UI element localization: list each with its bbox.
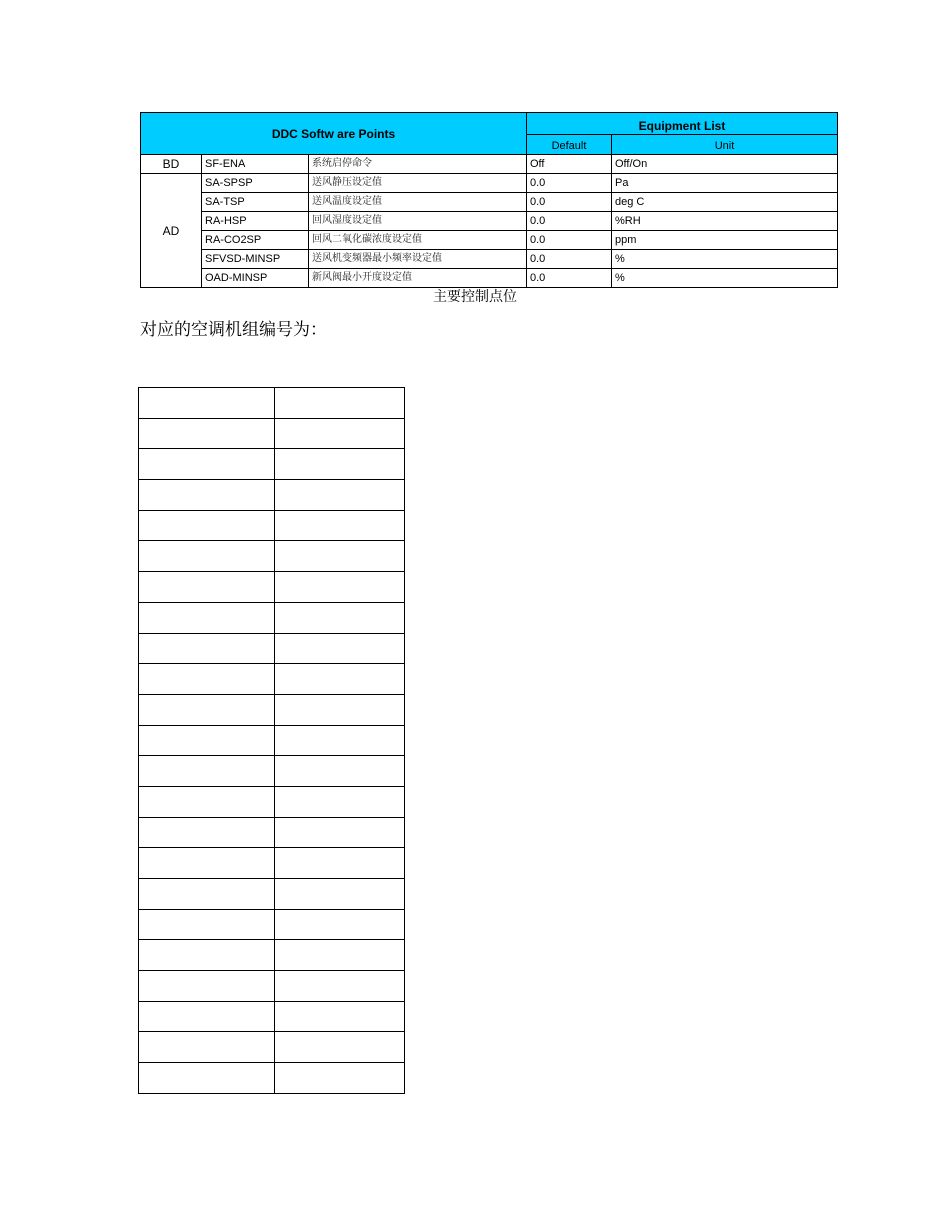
unit-table-row (139, 1001, 405, 1032)
unit-table-row (139, 725, 405, 756)
unit-table-cell (139, 633, 275, 664)
unit-table-cell (139, 848, 275, 879)
unit-table-cell (139, 694, 275, 725)
unit-table-row (139, 510, 405, 541)
point-name: RA-HSP (202, 212, 309, 231)
unit-table-row (139, 664, 405, 695)
unit-table-cell (139, 664, 275, 695)
unit-table-cell (275, 1032, 405, 1063)
point-default: 0.0 (527, 231, 612, 250)
points-row (141, 155, 838, 174)
point-default: 0.0 (527, 250, 612, 269)
point-unit: %RH (612, 212, 838, 231)
unit-table-cell (275, 388, 405, 419)
point-unit: % (612, 269, 838, 288)
point-name: RA-CO2SP (202, 231, 309, 250)
unit-table-row (139, 541, 405, 572)
unit-table-row (139, 940, 405, 971)
unit-table-cell (139, 756, 275, 787)
unit-table-row (139, 480, 405, 511)
unit-table-cell (139, 602, 275, 633)
unit-table-row (139, 633, 405, 664)
unit-table-cell (275, 449, 405, 480)
point-name: SA-SPSP (202, 174, 309, 193)
unit-table-row (139, 879, 405, 910)
points-row (141, 250, 838, 269)
point-default: 0.0 (527, 193, 612, 212)
unit-table-cell (139, 909, 275, 940)
unit-table-cell (139, 572, 275, 603)
point-description: 回风二氧化碳浓度设定值 (309, 231, 527, 250)
point-name: SA-TSP (202, 193, 309, 212)
ddc-points-table (140, 112, 838, 288)
unit-table-cell (139, 418, 275, 449)
unit-table-cell (275, 786, 405, 817)
unit-table-cell (275, 664, 405, 695)
unit-table-cell (275, 725, 405, 756)
unit-table-row (139, 694, 405, 725)
points-row (141, 269, 838, 288)
unit-table-cell (275, 541, 405, 572)
unit-table-cell (139, 879, 275, 910)
unit-table-row (139, 848, 405, 879)
unit-table-cell (275, 756, 405, 787)
unit-table-cell (139, 786, 275, 817)
point-description: 送风温度设定值 (309, 193, 527, 212)
unit-table-cell (275, 602, 405, 633)
unit-table-row (139, 909, 405, 940)
point-unit: Pa (612, 174, 838, 193)
unit-table-row (139, 449, 405, 480)
unit-table-row (139, 1063, 405, 1094)
unit-table-row (139, 572, 405, 603)
unit-table-cell (275, 879, 405, 910)
group-label: BD (141, 155, 202, 174)
unit-table-cell (275, 940, 405, 971)
point-default: 0.0 (527, 174, 612, 193)
unit-table-row (139, 817, 405, 848)
unit-table-cell (275, 418, 405, 449)
intro-text: 对应的空调机组编号为： (140, 320, 327, 340)
unit-table-row (139, 1032, 405, 1063)
unit-table-cell (139, 449, 275, 480)
unit-table-row (139, 388, 405, 419)
unit-table-cell (275, 909, 405, 940)
unit-table-cell (275, 971, 405, 1002)
point-default: 0.0 (527, 269, 612, 288)
point-name: OAD-MINSP (202, 269, 309, 288)
point-name: SFVSD-MINSP (202, 250, 309, 269)
unit-number-table (138, 387, 405, 1094)
unit-table-cell (139, 1032, 275, 1063)
point-unit: deg C (612, 193, 838, 212)
unit-table-cell (275, 572, 405, 603)
point-unit: % (612, 250, 838, 269)
table-caption: 主要控制点位 (433, 289, 517, 305)
unit-table-row (139, 602, 405, 633)
unit-table-cell (275, 1063, 405, 1094)
unit-table-cell (139, 541, 275, 572)
unit-table-cell (139, 1063, 275, 1094)
unit-table-cell (275, 633, 405, 664)
unit-table-row (139, 786, 405, 817)
points-header-title: DDC Softw are Points (141, 113, 527, 155)
point-default: 0.0 (527, 212, 612, 231)
unit-table-row (139, 971, 405, 1002)
unit-table-row (139, 418, 405, 449)
unit-table-cell (275, 510, 405, 541)
unit-table-cell (139, 971, 275, 1002)
col-unit-header: Unit (612, 135, 838, 155)
point-description: 新风阀最小开度设定值 (309, 269, 527, 288)
unit-table-cell (275, 480, 405, 511)
col-default-header: Default (527, 135, 612, 155)
unit-table-cell (275, 848, 405, 879)
unit-table-cell (275, 1001, 405, 1032)
point-unit: ppm (612, 231, 838, 250)
points-row (141, 193, 838, 212)
points-row (141, 174, 838, 193)
unit-table-cell (139, 510, 275, 541)
unit-table-cell (139, 388, 275, 419)
unit-table-cell (275, 817, 405, 848)
points-row (141, 212, 838, 231)
unit-table-cell (139, 725, 275, 756)
point-description: 送风机变频器最小频率设定值 (309, 250, 527, 269)
point-unit: Off/On (612, 155, 838, 174)
points-row (141, 231, 838, 250)
point-name: SF-ENA (202, 155, 309, 174)
unit-table-cell (275, 694, 405, 725)
point-description: 系统启停命令 (309, 155, 527, 174)
unit-table-row (139, 756, 405, 787)
unit-table-cell (139, 480, 275, 511)
point-description: 送风静压设定值 (309, 174, 527, 193)
unit-table-cell (139, 1001, 275, 1032)
equipment-list-title: Equipment List (527, 113, 838, 135)
point-description: 回风湿度设定值 (309, 212, 527, 231)
unit-table-cell (139, 940, 275, 971)
point-default: Off (527, 155, 612, 174)
group-label: AD (141, 174, 202, 288)
unit-table-cell (139, 817, 275, 848)
